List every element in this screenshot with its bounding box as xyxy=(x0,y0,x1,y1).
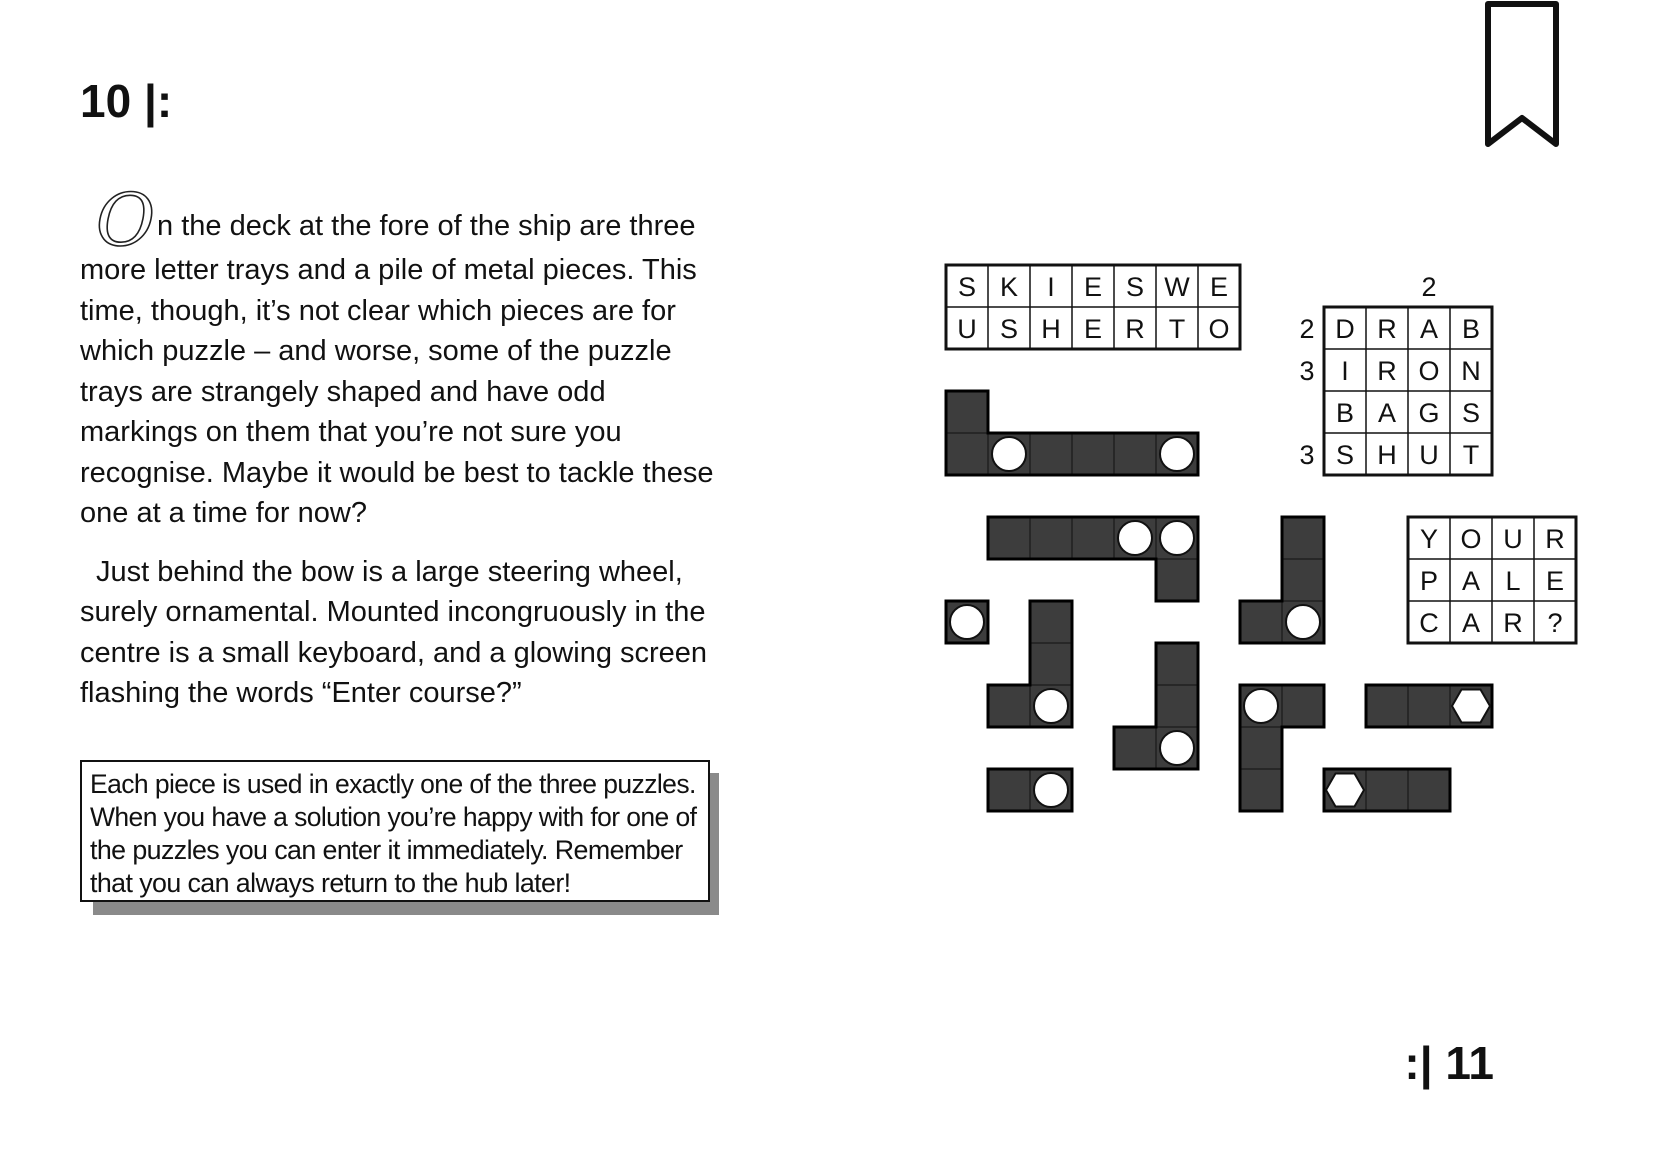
piece-cell xyxy=(1408,769,1450,811)
tray-clue: 2 xyxy=(1299,314,1315,344)
piece-hexagon-marker xyxy=(1326,774,1364,807)
piece-cell xyxy=(1030,433,1072,475)
tray-3-letter: R xyxy=(1545,524,1565,554)
tray-2-letter: S xyxy=(1335,440,1355,470)
tray-1-letter: O xyxy=(1208,314,1230,344)
tray-3-letter: Y xyxy=(1419,524,1439,554)
tray-1-letter: R xyxy=(1125,314,1145,344)
tray-3-letter: U xyxy=(1503,524,1523,554)
piece-cell xyxy=(1282,559,1324,601)
note-line: the puzzles you can enter it immediately. Remember xyxy=(90,835,683,865)
piece-cell xyxy=(1114,433,1156,475)
tray-2-letter: A xyxy=(1377,398,1397,428)
piece-cell xyxy=(988,685,1030,727)
story-paragraph-2: Just behind the bow is a large steering wheel, surely ornamental. Mounted incongruously in the centre is a small keyboard, and a glowing screen flashing the words “Enter course?” xyxy=(80,555,708,709)
tray-2-letter: A xyxy=(1419,314,1439,344)
piece-circle-marker xyxy=(1244,689,1278,723)
tray-1-letter: E xyxy=(1209,272,1229,302)
piece-circle-marker xyxy=(1034,773,1068,807)
tray-2-letter: T xyxy=(1462,440,1480,470)
tray-2-letter: S xyxy=(1461,398,1481,428)
tray-2-letter: D xyxy=(1335,314,1355,344)
piece-cell xyxy=(1156,685,1198,727)
piece-circle-marker xyxy=(992,437,1026,471)
piece-cell xyxy=(1282,517,1324,559)
note-line: When you have a solution you’re happy with for one of xyxy=(90,802,697,832)
tray-2-letter: U xyxy=(1419,440,1439,470)
piece-circle-marker xyxy=(950,605,984,639)
piece-cell xyxy=(1240,601,1282,643)
piece-circle-marker xyxy=(1160,731,1194,765)
piece-hexagon-marker xyxy=(1452,690,1490,723)
tray-2-letter: H xyxy=(1377,440,1397,470)
tray-1-letter: U xyxy=(957,314,977,344)
drop-cap: O xyxy=(96,178,156,262)
piece-circle-marker xyxy=(1160,437,1194,471)
piece-circle-marker xyxy=(1286,605,1320,639)
piece-cell xyxy=(1156,559,1198,601)
tray-3-letter: O xyxy=(1460,524,1482,554)
tray-2-letter: B xyxy=(1461,314,1481,344)
tray-2-letter: O xyxy=(1418,356,1440,386)
note-line: Each piece is used in exactly one of the three puzzles. xyxy=(90,769,696,799)
tray-1-letter: S xyxy=(957,272,977,302)
piece-cell xyxy=(1408,685,1450,727)
tray-1-letter: E xyxy=(1083,314,1103,344)
tray-3-letter: R xyxy=(1503,608,1523,638)
left-page-number: 10 |: xyxy=(80,75,173,127)
tray-2-letter: B xyxy=(1335,398,1355,428)
piece-cell xyxy=(946,433,988,475)
tray-2-letter: I xyxy=(1341,356,1349,386)
tray-1-letter: K xyxy=(999,272,1019,302)
note-line: that you can always return to the hub later! xyxy=(90,868,571,898)
piece-cell xyxy=(988,517,1030,559)
tray-1-letter: H xyxy=(1041,314,1061,344)
tray-2-letter: R xyxy=(1377,314,1397,344)
piece-cell xyxy=(1072,433,1114,475)
tray-clue: 2 xyxy=(1421,272,1437,302)
piece-cell xyxy=(1030,643,1072,685)
tray-clue: 3 xyxy=(1299,440,1315,470)
tray-2-letter: R xyxy=(1377,356,1397,386)
piece-cell xyxy=(1030,601,1072,643)
piece-cell xyxy=(946,391,988,433)
piece-cell xyxy=(1240,769,1282,811)
piece-cell xyxy=(1072,517,1114,559)
piece-circle-marker xyxy=(1034,689,1068,723)
piece-cell xyxy=(1366,769,1408,811)
tray-1-letter: S xyxy=(999,314,1019,344)
piece-cell xyxy=(988,769,1030,811)
tray-3-letter: ? xyxy=(1547,608,1563,638)
tray-1-letter: S xyxy=(1125,272,1145,302)
tray-2-letter: N xyxy=(1461,356,1481,386)
tray-1-letter: W xyxy=(1164,272,1190,302)
piece-circle-marker xyxy=(1160,521,1194,555)
tray-3-letter: A xyxy=(1461,566,1481,596)
piece-cell xyxy=(1156,643,1198,685)
right-page-number: :| 11 xyxy=(1404,1037,1494,1089)
tray-3-letter: A xyxy=(1461,608,1481,638)
tray-3-letter: E xyxy=(1545,566,1565,596)
piece-cell xyxy=(1114,727,1156,769)
tray-3-letter: C xyxy=(1419,608,1439,638)
story-paragraph-1-text: n the deck at the fore of the ship are three more letter trays and a pile of metal pieces. This time, though, it’s not clear which pieces are for which puzzle – and worse, some of the puzzle trays are strangely shaped and have odd markings on them that you’re not sure you recognise. Maybe it would be best to tackle these one at a time for now? xyxy=(80,210,714,529)
piece-circle-marker xyxy=(1118,521,1152,555)
tray-1-letter: I xyxy=(1047,272,1055,302)
piece-cell xyxy=(1366,685,1408,727)
tray-2-letter: G xyxy=(1418,398,1440,428)
tray-1-letter: E xyxy=(1083,272,1103,302)
tray-clue: 3 xyxy=(1299,356,1315,386)
piece-cell xyxy=(1240,727,1282,769)
piece-cell xyxy=(1030,517,1072,559)
piece-cell xyxy=(1282,685,1324,727)
tray-3-letter: P xyxy=(1419,566,1439,596)
tray-3-letter: L xyxy=(1505,566,1521,596)
tray-1-letter: T xyxy=(1168,314,1186,344)
